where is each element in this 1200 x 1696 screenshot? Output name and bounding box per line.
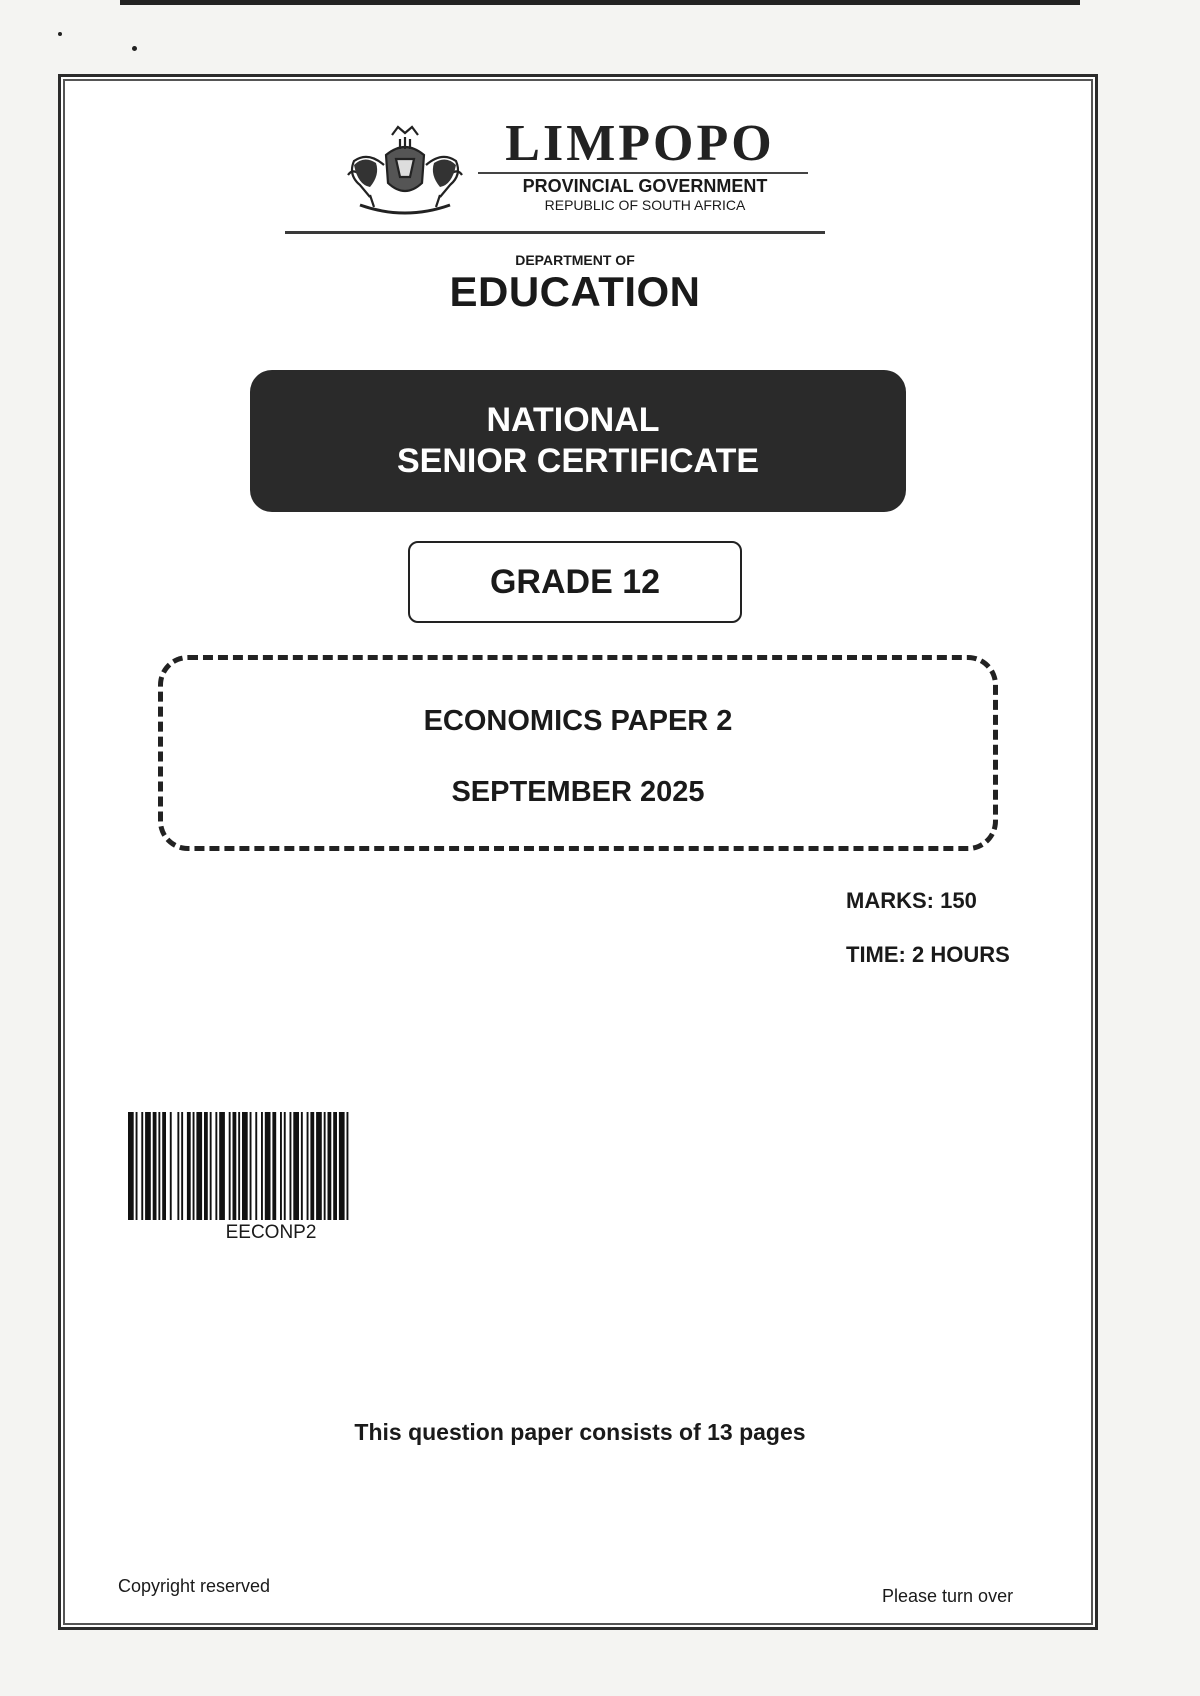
scan-speck xyxy=(132,46,137,51)
exam-session: SEPTEMBER 2025 xyxy=(451,776,705,808)
subject-title: ECONOMICS PAPER 2 xyxy=(423,705,733,737)
banner-line-1: NATIONAL xyxy=(486,401,660,440)
subject-frame xyxy=(158,655,998,851)
department-name: EDUCATION xyxy=(449,268,701,315)
brand-divider xyxy=(478,172,808,174)
department-prefix: DEPARTMENT OF xyxy=(515,252,635,268)
certificate-banner xyxy=(250,370,906,512)
scan-speck xyxy=(58,32,62,36)
grade-label: GRADE 12 xyxy=(408,541,742,623)
barcode-icon xyxy=(128,1112,414,1220)
brand-title: LIMPOPO xyxy=(505,115,775,172)
scan-top-edge xyxy=(120,0,1080,5)
marks-total: MARKS: 150 xyxy=(846,888,977,913)
turn-over-note: Please turn over xyxy=(882,1586,1014,1606)
government-label: PROVINCIAL GOVERNMENT xyxy=(522,176,768,196)
time-allowed: TIME: 2 HOURS xyxy=(846,942,1010,967)
country-label: REPUBLIC OF SOUTH AFRICA xyxy=(544,197,746,213)
page-count-note: This question paper consists of 13 pages xyxy=(354,1419,806,1445)
barcode-code: EECONP2 xyxy=(225,1222,317,1243)
header-divider xyxy=(285,231,825,234)
banner-line-2: SENIOR CERTIFICATE xyxy=(396,442,760,480)
coat-of-arms-icon xyxy=(340,125,470,221)
copyright-notice: Copyright reserved xyxy=(118,1576,271,1596)
